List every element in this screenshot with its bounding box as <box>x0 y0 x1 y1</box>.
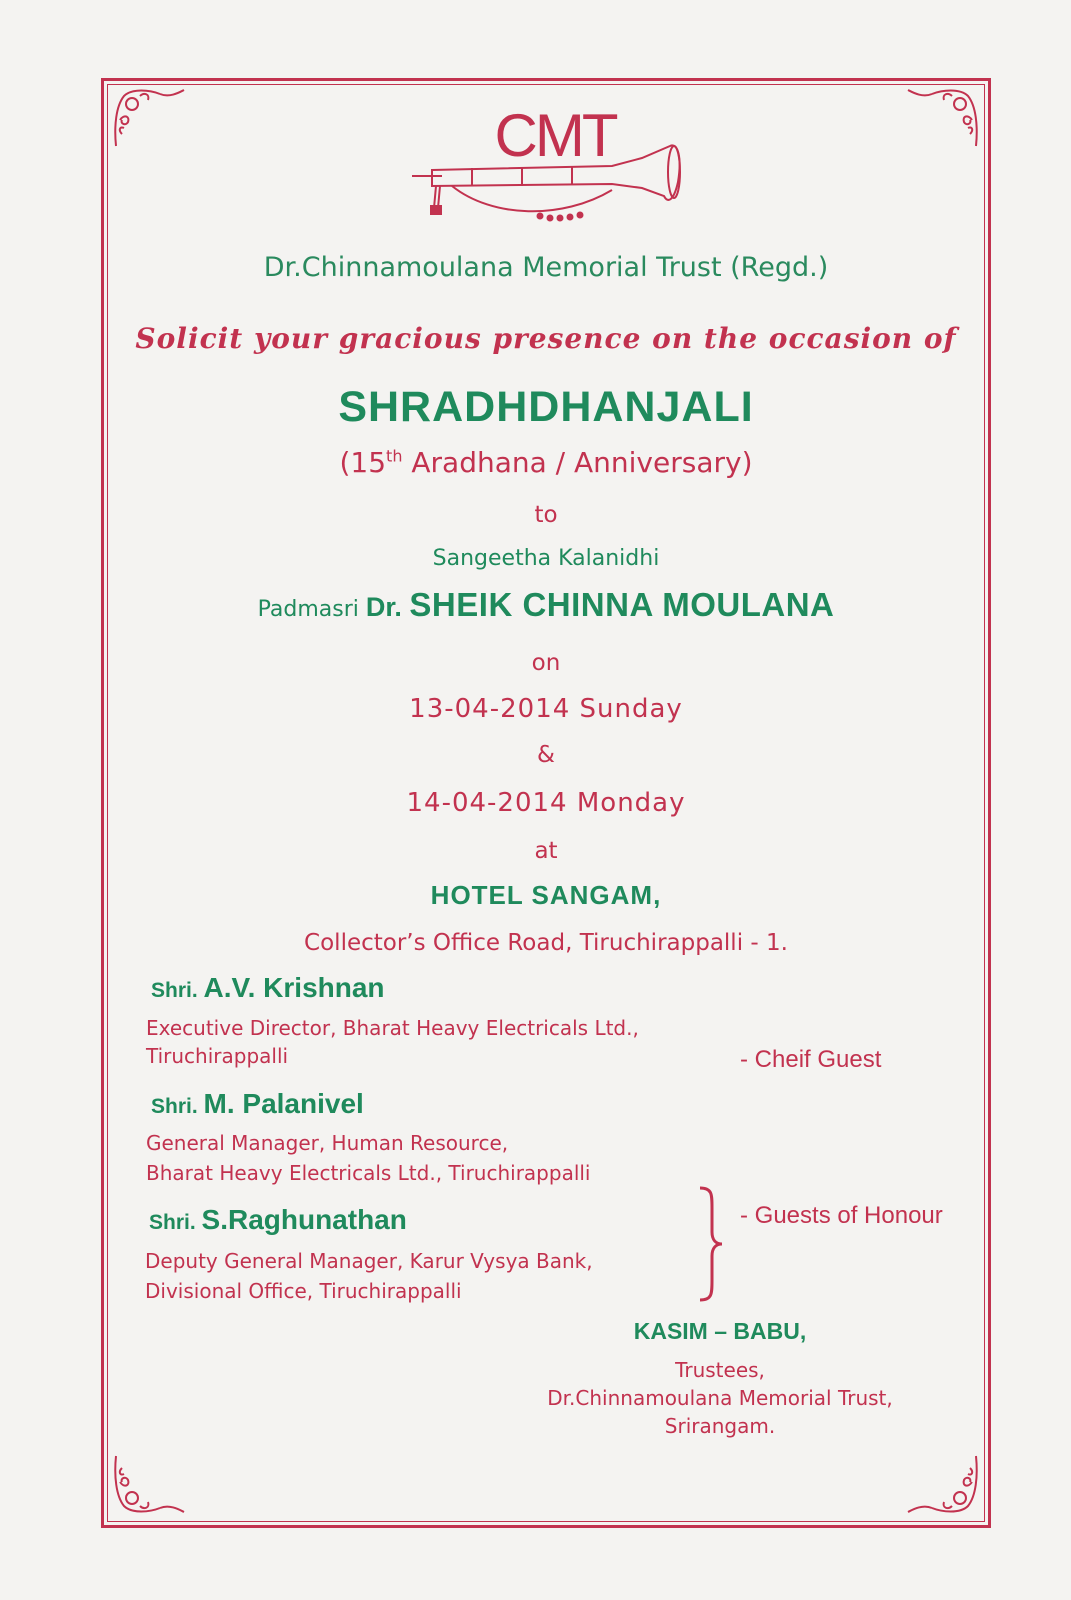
guest-title: Shri. <box>149 1211 202 1234</box>
trust-location: Srirangam. <box>664 1414 776 1438</box>
guest-name <box>151 1088 364 1120</box>
on-text: on <box>531 650 561 676</box>
guest-name-text: A.V. Krishnan <box>203 972 385 1003</box>
solicit-line: Solicit your gracious presence on the occasion of <box>135 322 957 355</box>
to-text: to <box>534 502 558 528</box>
corner-ornament-icon <box>904 1452 982 1516</box>
honorific-title: Sangeetha Kalanidhi <box>432 546 660 571</box>
subtitle-sup: th <box>386 446 403 466</box>
date-first: 13-04-2014 Sunday <box>409 694 683 724</box>
subtitle-rest: Aradhana / Anniversary) <box>402 446 753 479</box>
guest-designation: Executive Director, Bharat Heavy Electricals Ltd., <box>146 1016 639 1040</box>
subtitle-prefix: (15 <box>339 446 387 479</box>
guest-designation: General Manager, Human Resource, <box>146 1131 509 1155</box>
trustees-block <box>510 1356 930 1440</box>
corner-ornament-icon <box>904 86 982 150</box>
event-title: SHRADHDHANJALI <box>338 383 754 431</box>
venue-name: HOTEL SANGAM, <box>430 880 662 910</box>
curly-brace-icon <box>696 1184 726 1304</box>
guest-location: Bharat Heavy Electricals Ltd., Tiruchirappalli <box>146 1161 591 1185</box>
chief-guest-role: - Cheif Guest <box>740 1046 882 1073</box>
ampersand: & <box>537 742 555 768</box>
guest-title: Shri. <box>151 1095 204 1118</box>
guest-name-text: S.Raghunathan <box>201 1204 407 1235</box>
dr-label: Dr. <box>365 592 410 622</box>
guest-location: Tiruchirappalli <box>146 1044 289 1068</box>
guest-title: Shri. <box>151 979 204 1002</box>
signatories: KASIM – BABU, <box>633 1318 807 1344</box>
guest-location: Divisional Office, Tiruchirappalli <box>145 1279 462 1303</box>
corner-ornament-icon <box>110 86 188 150</box>
guest-designation: Deputy General Manager, Karur Vysya Bank, <box>145 1249 593 1273</box>
guests-of-honour-role: - Guests of Honour <box>740 1202 943 1229</box>
venue-address: Collector’s Office Road, Tiruchirappalli - 1. <box>304 930 788 956</box>
guest-name-text: M. Palanivel <box>203 1088 364 1119</box>
date-second: 14-04-2014 Monday <box>406 788 686 818</box>
trust-name: Dr.Chinnamoulana Memorial Trust (Regd.) <box>263 252 829 283</box>
padmasri-label: Padmasri <box>257 597 366 622</box>
corner-ornament-icon <box>110 1452 188 1516</box>
trustees-label: Trustees, <box>675 1358 765 1382</box>
at-text: at <box>534 838 558 864</box>
honoree-line <box>101 586 991 624</box>
event-subtitle <box>101 446 991 479</box>
trust-name-footer: Dr.Chinnamoulana Memorial Trust, <box>547 1386 893 1410</box>
guest-name <box>149 1204 407 1236</box>
honoree-name: SHEIK CHINNA MOULANA <box>409 586 835 623</box>
logo-text: CMT <box>494 102 616 169</box>
guest-name <box>151 972 385 1004</box>
